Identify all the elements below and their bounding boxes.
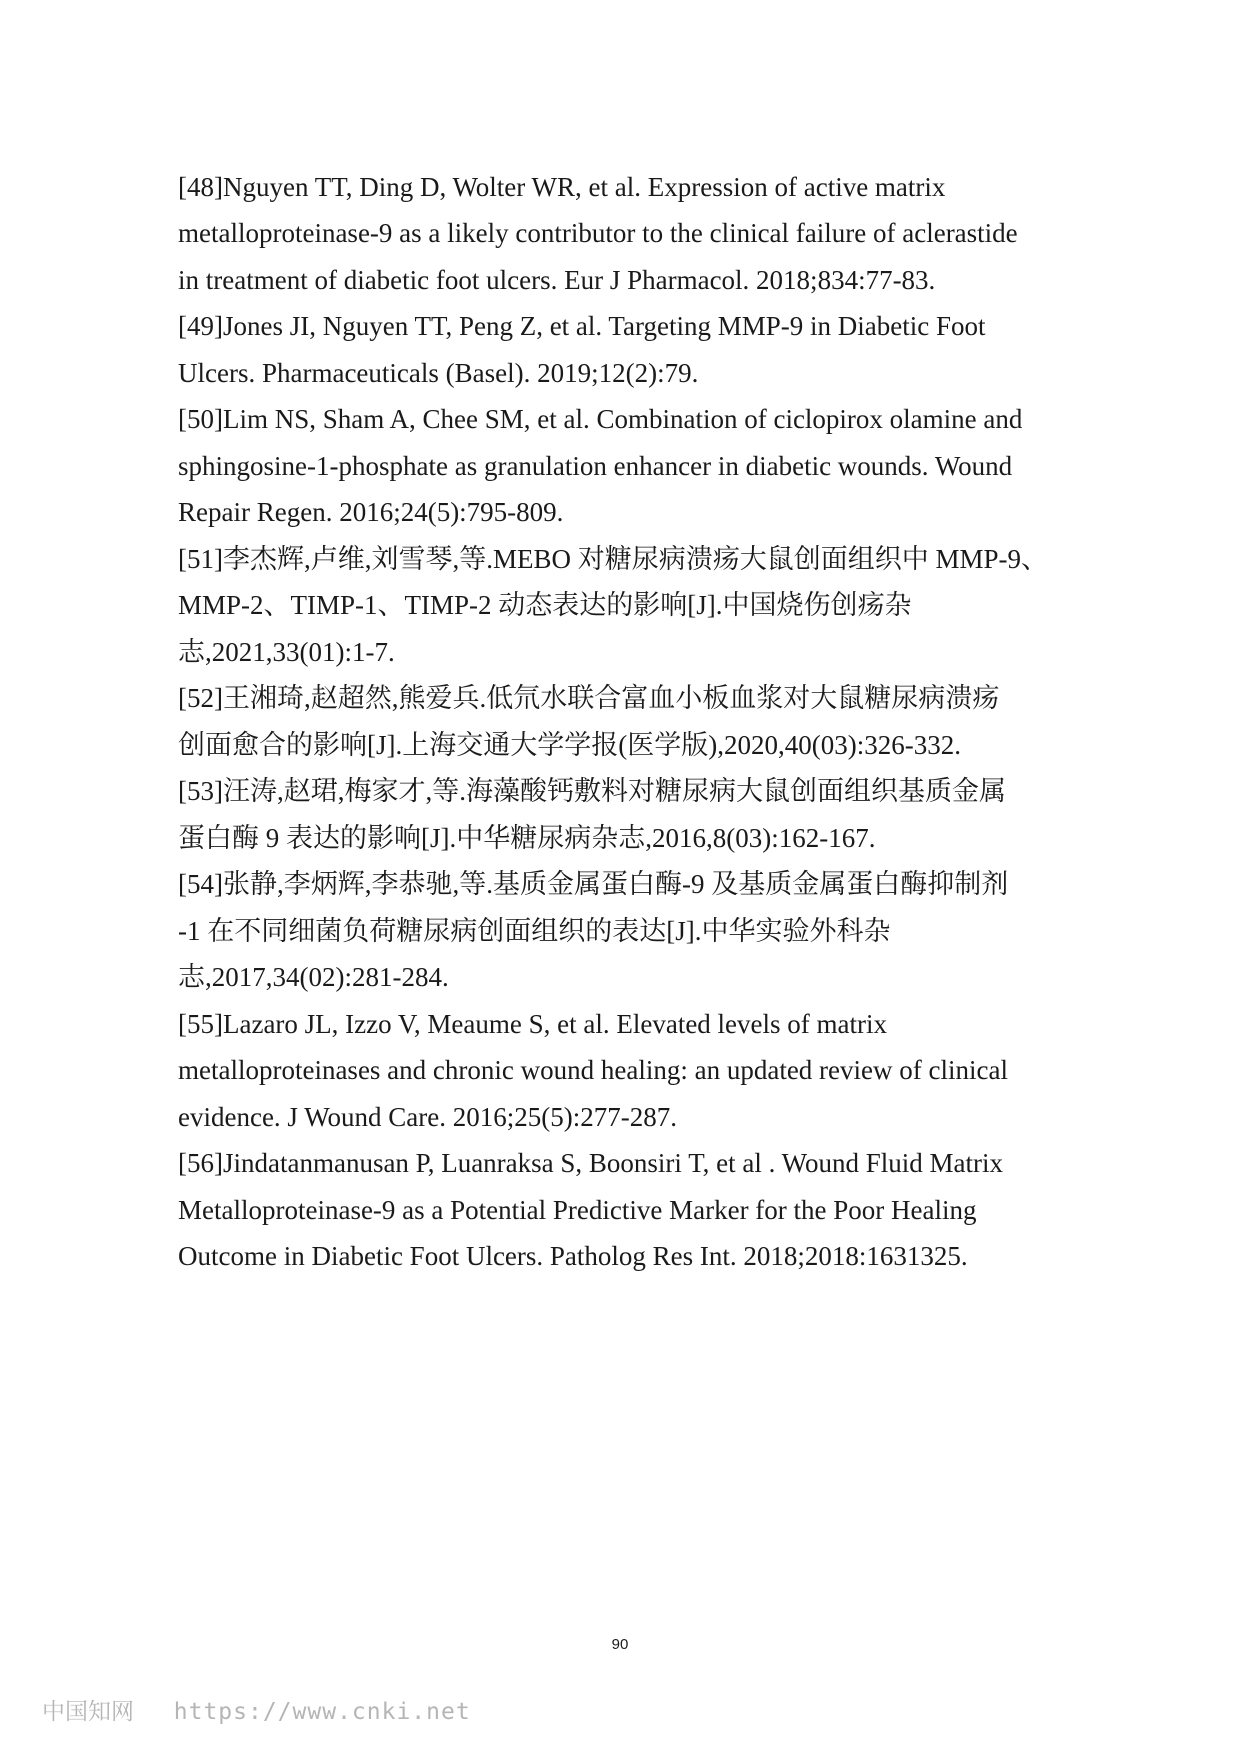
reference-56-line-3: Outcome in Diabetic Foot Ulcers. Patholog Res Int. 2018;2018:1631325. xyxy=(178,1241,968,1271)
watermark-site-name: 中国知网 xyxy=(42,1699,134,1725)
reference-48-line-2: metalloproteinase-9 as a likely contributor to the clinical failure of aclerastide xyxy=(178,218,1018,248)
reference-54-line-2: -1 在不同细菌负荷糖尿病创面组织的表达[J].中华实验外科杂 xyxy=(178,916,891,946)
reference-54-line-1: [54]张静,李炳辉,李恭驰,等.基质金属蛋白酶-9 及基质金属蛋白酶抑制剂 xyxy=(178,869,1009,899)
reference-56-line-1: [56]Jindatanmanusan P, Luanraksa S, Boonsiri T, et al . Wound Fluid Matrix xyxy=(178,1148,1003,1178)
reference-51-line-1: [51]李杰辉,卢维,刘雪琴,等.MEBO 对糖尿病溃疡大鼠创面组织中 MMP-9、 xyxy=(178,544,1049,574)
reference-49-line-1: [49]Jones JI, Nguyen TT, Peng Z, et al. Targeting MMP-9 in Diabetic Foot xyxy=(178,311,986,341)
reference-53-line-1: [53]汪涛,赵珺,梅家才,等.海藻酸钙敷料对糖尿病大鼠创面组织基质金属 xyxy=(178,776,1006,806)
reference-48-line-3: in treatment of diabetic foot ulcers. Eur J Pharmacol. 2018;834:77-83. xyxy=(178,265,936,295)
reference-55-line-2: metalloproteinases and chronic wound healing: an updated review of clinical xyxy=(178,1055,1008,1085)
reference-55-line-3: evidence. J Wound Care. 2016;25(5):277-287. xyxy=(178,1102,677,1132)
page-number: 90 xyxy=(611,1636,629,1653)
reference-50-line-3: Repair Regen. 2016;24(5):795-809. xyxy=(178,497,564,527)
reference-49-line-2: Ulcers. Pharmaceuticals (Basel). 2019;12(2):79. xyxy=(178,358,699,388)
reference-48-line-1: [48]Nguyen TT, Ding D, Wolter WR, et al. Expression of active matrix xyxy=(178,172,946,202)
reference-50-line-2: sphingosine-1-phosphate as granulation enhancer in diabetic wounds. Wound xyxy=(178,451,1013,481)
reference-54-line-3: 志,2017,34(02):281-284. xyxy=(178,962,449,992)
reference-51-line-3: 志,2021,33(01):1-7. xyxy=(178,637,395,667)
reference-56-line-2: Metalloproteinase-9 as a Potential Predictive Marker for the Poor Healing xyxy=(178,1195,977,1225)
reference-50-line-1: [50]Lim NS, Sham A, Chee SM, et al. Combination of ciclopirox olamine and xyxy=(178,404,1023,434)
watermark-url[interactable]: https://www.cnki.net xyxy=(173,1699,471,1725)
reference-53-line-2: 蛋白酶 9 表达的影响[J].中华糖尿病杂志,2016,8(03):162-167. xyxy=(178,823,876,853)
reference-51-line-2: MMP-2、TIMP-1、TIMP-2 动态表达的影响[J].中国烧伤创疡杂 xyxy=(178,590,912,620)
reference-52-line-2: 创面愈合的影响[J].上海交通大学学报(医学版),2020,40(03):326-332. xyxy=(178,730,961,760)
reference-55-line-1: [55]Lazaro JL, Izzo V, Meaume S, et al. Elevated levels of matrix xyxy=(178,1009,888,1039)
cnki-watermark xyxy=(42,1693,471,1726)
reference-52-line-1: [52]王湘琦,赵超然,熊爱兵.低氘水联合富血小板血浆对大鼠糖尿病溃疡 xyxy=(178,683,1000,713)
